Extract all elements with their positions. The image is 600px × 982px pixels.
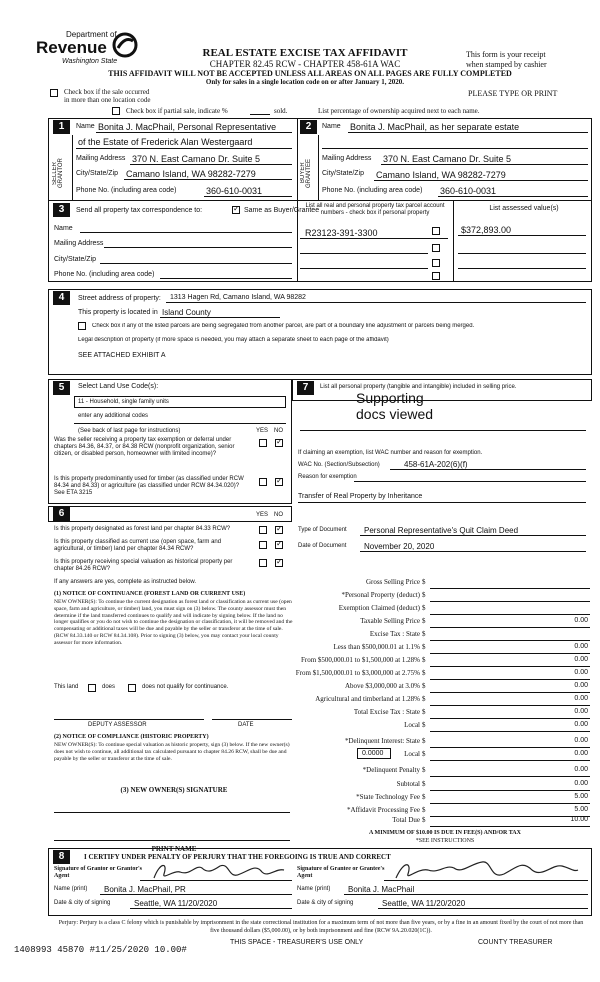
calc-row [300, 750, 590, 761]
calc-row-label: Local [404, 721, 420, 729]
seller-name-label: Name [76, 123, 95, 130]
calc-row-label: *Affidavit Processing Fee [347, 806, 420, 814]
calc-row-value: 10.00 [570, 816, 588, 823]
buyer-name-label: Name [322, 123, 341, 130]
parcel-personal-checkbox-1[interactable] [432, 227, 440, 235]
print-name-label: PRINT NAME [151, 845, 197, 853]
county-name[interactable]: Island County [162, 308, 211, 317]
s6-q1-no[interactable] [275, 526, 283, 534]
new-owner-signature-label: (3) NEW OWNER(S) SIGNATURE [120, 786, 228, 794]
calc-row-value: 0.00 [574, 721, 588, 728]
doc-date[interactable]: November 20, 2020 [364, 542, 435, 551]
state-name: Washington State [62, 58, 118, 65]
seller-city-label: City/State/Zip [76, 170, 119, 177]
calc-row-label: Exemption Claimed (deduct) [338, 604, 420, 612]
calc-row-field[interactable] [430, 705, 590, 706]
s6-question-1: Is this property designated as forest land per chapter 84.33 RCW? [54, 526, 231, 532]
s5-q1-no[interactable] [275, 439, 283, 447]
parcel-header: List all real and personal property tax parcel account numbers - check box if personal property [305, 203, 445, 216]
s6-q3-yes[interactable] [259, 559, 267, 567]
calc-row-value: 0.00 [574, 708, 588, 715]
grantor-date-label: Date & city of signing [54, 900, 111, 906]
calc-row-field[interactable] [430, 790, 590, 791]
seller-side-label: SELLER GRANTOR [52, 158, 64, 188]
partial-sale-label: Check box if partial sale, indicate % [126, 107, 228, 115]
calc-row [300, 793, 590, 804]
notice-2-title: (2) NOTICE OF COMPLIANCE (HISTORIC PROPERTY) [54, 734, 209, 740]
calc-row-value: 0.00 [574, 737, 588, 744]
if-any-yes: If any answers are yes, complete as instructed below. [54, 579, 197, 585]
this-land-label: This land [54, 684, 79, 690]
section-1-number: 1 [53, 120, 70, 134]
calc-row-value: 0.00 [574, 780, 588, 787]
s6-q2-yes[interactable] [259, 541, 267, 549]
dollar-sign: $ [422, 806, 426, 814]
receipt-note-1: This form is your receipt [466, 50, 546, 59]
calc-row-field[interactable] [430, 640, 590, 641]
calc-row-field[interactable] [430, 747, 590, 748]
calc-row-field[interactable] [430, 588, 590, 589]
calc-row [300, 656, 590, 667]
calc-row-value: 0.00 [574, 643, 588, 650]
calc-row [295, 669, 590, 680]
calc-row-value: 0.00 [574, 682, 588, 689]
calc-row-field[interactable] [430, 666, 590, 667]
s5-yes-header: YES [256, 428, 269, 434]
dollar-sign: $ [422, 793, 426, 801]
calc-row [300, 721, 590, 732]
street-address[interactable]: 1313 Hagen Rd, Camano Island, WA 98282 [170, 294, 306, 301]
multi-location-checkbox[interactable] [50, 89, 58, 97]
calc-row-label: Agricultural and timberland at 1.28% [315, 695, 420, 703]
dollar-sign: $ [422, 656, 426, 664]
calc-row-value: 0.00 [574, 617, 588, 624]
s5-question-2: Is this property predominantly used for timber (as classified under RCW 84.34 and 84.33) or agriculture (as classified under RCW 84.34.020)? See ETA 3215 [54, 476, 244, 496]
s6-q3-no[interactable] [275, 559, 283, 567]
land-does-label: does [102, 684, 116, 690]
seller-name-1[interactable]: Bonita J. MacPhail, Personal Representative [98, 122, 277, 132]
deputy-date-label: DATE [238, 722, 254, 728]
legal-label: Legal description of property (if more space is needed, you may attach a separate sheet to each page of the affidavit) [78, 337, 389, 343]
calc-row-label: Local [404, 750, 420, 758]
dollar-sign: $ [422, 669, 426, 677]
calc-row-label: From $500,000.01 to $1,500,000 at 1.28% [301, 656, 420, 664]
calc-row [300, 617, 590, 628]
parcel-personal-checkbox-4[interactable] [432, 272, 440, 280]
exemption-reason[interactable]: Transfer of Real Property by Inheritance [298, 493, 423, 500]
grantee-signature-label: Signature of Grantee or Grantee's Agent [297, 866, 385, 879]
send-tax-label: Send all property tax correspondence to: [76, 207, 203, 214]
see-instructions: *SEE INSTRUCTIONS [415, 838, 475, 844]
calc-row [300, 630, 590, 641]
grantor-date[interactable]: Seattle, WA 11/20/2020 [134, 899, 218, 908]
dept-logo [36, 30, 146, 70]
calc-row-label: *State Technology Fee [356, 793, 420, 801]
parcel-personal-checkbox-3[interactable] [432, 259, 440, 267]
calc-row-label: *Delinquent Interest: State [344, 737, 420, 745]
buyer-side-label: BUYER GRANTEE [300, 158, 312, 188]
assessed-value[interactable]: $372,893.00 [461, 225, 512, 235]
land-use-value: 11 - Household, single family units [78, 399, 169, 405]
dollar-sign: $ [422, 578, 426, 586]
please-type: PLEASE TYPE OR PRINT [468, 89, 558, 98]
revenue-swirl-icon [112, 32, 138, 58]
doc-type[interactable]: Personal Representative's Quit Claim Deed [364, 526, 519, 535]
grantor-name[interactable]: Bonita J. MacPhail, PR [104, 885, 186, 894]
dept-name: Revenue [36, 38, 107, 57]
same-as-buyer-label: Same as Buyer/Grantee [244, 207, 320, 214]
buyer-city-label: City/State/Zip [322, 170, 365, 177]
buyer-name[interactable]: Bonita J. MacPhail, as her separate estate [350, 122, 520, 132]
multi-location-label-2: in more than one location code [64, 96, 151, 104]
doc-type-label: Type of Document [298, 527, 347, 533]
county-label: This property is located in [78, 309, 158, 316]
section-2-number: 2 [300, 120, 317, 134]
buyer-phone[interactable]: 360-610-0031 [440, 186, 497, 196]
grantor-signature-icon [150, 860, 290, 884]
partial-sold-label: sold. [274, 107, 288, 115]
land-does-checkbox[interactable] [88, 684, 96, 692]
dept-line: Department of [66, 30, 117, 39]
wac-label: WAC No. (Section/Subsection) [298, 462, 380, 468]
calc-row-field[interactable] [430, 692, 590, 693]
calc-row [300, 682, 590, 693]
notice-1-body: NEW OWNER(S): To continue the current designation as forest land or classification as current use (open space, farm and agriculture, or timber) land, you must sign on (3) below. The county assessor must then determine if the land transferred continues to qualify and will indicate by signing below. If the land no longer qualifies or you do not wish to continue the designation or classification, it will be removed and the compensating or additional taxes will be due and payable by the seller or transferor at the time of sale. (RCW 84.33.140 or RCW 84.34.108). Prior to signing (3) below, you may contact your local county assessor for more information. [54, 599, 293, 646]
tax-name-label: Name [54, 225, 73, 232]
notice-1-title: (1) NOTICE OF CONTINUANCE (FOREST LAND OR CURRENT USE) [54, 591, 246, 597]
calc-row-value: 0.00 [574, 656, 588, 663]
buyer-mail[interactable]: 370 N. East Camano Dr. Suite 5 [383, 154, 512, 164]
calc-row-value: 5.00 [574, 793, 588, 800]
calc-row-value: 0.00 [574, 669, 588, 676]
dollar-sign: $ [422, 816, 426, 824]
calc-row-label: From $1,500,000.01 to $3,000,000 at 2.75% [295, 669, 420, 677]
grantee-date[interactable]: Seattle, WA 11/20/2020 [382, 899, 466, 908]
perjury-note: Perjury: Perjury is a class C felony which is punishable by imprisonment in the state correctional institution for a maximum term of not more than five years, or by a fine in an amount fixed by the court of not more than five thousand dollars ($5,000.00), or by both imprisonment and fine (RCW 9A.20.020(1C)). [58, 920, 584, 934]
calc-row [300, 766, 590, 777]
legal-exhibit[interactable]: SEE ATTACHED EXHIBIT A [78, 352, 166, 359]
form-title: REAL ESTATE EXCISE TAX AFFIDAVIT [202, 47, 408, 59]
dollar-sign: $ [422, 708, 426, 716]
section-3-number: 3 [53, 203, 70, 217]
ownership-label: List percentage of ownership acquired next to each name. [318, 107, 480, 115]
buyer-phone-label: Phone No. (including area code) [322, 187, 423, 194]
receipt-note-2: when stamped by cashier [466, 60, 547, 69]
calc-row [300, 816, 590, 827]
tax-phone-label: Phone No. (including area code) [54, 271, 155, 278]
calc-row-label: Gross Selling Price [365, 578, 420, 586]
parcel-number[interactable]: R23123-391-3300 [305, 228, 378, 238]
calc-row-field[interactable] [430, 679, 590, 680]
treasurer-stamp: 1408993 45870 #11/25/2020 10.00# [14, 945, 187, 955]
calc-row-value: 0.00 [574, 695, 588, 702]
calc-row [300, 695, 590, 706]
stamp-supporting: Supporting [356, 390, 424, 406]
local-rate: 0.0000 [362, 750, 384, 757]
partial-percent-field[interactable] [250, 114, 270, 115]
dollar-sign: $ [422, 630, 426, 638]
reason-label: Reason for exemption [298, 474, 357, 480]
calc-row-label: Total Due [392, 816, 420, 824]
calc-row [300, 643, 590, 654]
wac-number[interactable]: 458-61A-202(6)(f) [404, 460, 468, 469]
dollar-sign: $ [422, 617, 426, 625]
s5-no-header: NO [274, 428, 283, 434]
street-label: Street address of property: [78, 295, 161, 302]
multi-location-label-1: Check box if the sale occurred [64, 88, 150, 96]
calc-row-field[interactable] [430, 731, 590, 732]
notice-2-body: NEW OWNER(S): To continue special valuation as historic property, sign (3) below. If the new owner(s) does not wish to continue, all additional tax calculated pursuant to chapter 84.26 RCW, shall be due and payable by the seller or transferor at the time of sale. [54, 742, 290, 762]
dollar-sign: $ [422, 643, 426, 651]
s6-q1-yes[interactable] [259, 526, 267, 534]
form-warning: THIS AFFIDAVIT WILL NOT BE ACCEPTED UNLESS ALL AREAS ON ALL PAGES ARE FULLY COMPLETED [108, 69, 512, 78]
exemption-label: If claiming an exemption, list WAC number and reason for exemption. [298, 450, 483, 456]
s6-q2-no[interactable] [275, 541, 283, 549]
dollar-sign: $ [422, 750, 426, 758]
doc-date-label: Date of Document [298, 543, 347, 549]
form-only-for: Only for sales in a single location code on or after January 1, 2020. [205, 78, 405, 86]
dollar-sign: $ [422, 721, 426, 729]
calc-row [300, 578, 590, 589]
grantee-name[interactable]: Bonita J. MacPhail [348, 885, 415, 894]
calc-row-label: Taxable Selling Price [360, 617, 420, 625]
same-as-buyer-checkbox[interactable] [232, 206, 240, 214]
buyer-city[interactable]: Camano Island, WA 98282-7279 [376, 170, 506, 180]
calc-row-label: Total Excise Tax : State [353, 708, 420, 716]
section-8-number: 8 [53, 850, 70, 864]
s5-q2-yes[interactable] [259, 478, 267, 486]
partial-sale-checkbox[interactable] [112, 107, 120, 115]
new-owner-signature-field[interactable] [54, 812, 290, 813]
s5-question-1: Was the seller receiving a property tax exemption or deferral under chapters 84.36, 84.37, or 84.38 RCW (nonprofit organization, senior citizen, or disabled person, homeowner with limited income)? [54, 437, 235, 457]
calc-row-label: Less than $500,000.01 at 1.1% [333, 643, 420, 651]
calc-row [300, 780, 590, 791]
dollar-sign: $ [422, 695, 426, 703]
calc-row [300, 708, 590, 719]
s6-yes-header: YES [256, 512, 269, 518]
assessed-header: List assessed value(s) [489, 205, 559, 212]
stamp-docs-viewed: docs viewed [356, 406, 434, 422]
calc-row-field[interactable] [430, 803, 590, 804]
calc-row [300, 591, 590, 602]
segregated-label: Check box if any of the listed parcels are being segregated from another parcel, are part of a boundary line adjustment or parcels being merged. [92, 323, 475, 329]
section-6-number: 6 [53, 507, 70, 521]
dollar-sign: $ [422, 682, 426, 690]
grantor-signature-label: Signature of Grantor or Grantor's Agent [54, 866, 142, 879]
calc-row-label: Above $3,000,000 at 3.0% [344, 682, 420, 690]
buyer-mail-label: Mailing Address [322, 155, 372, 162]
dollar-sign: $ [422, 604, 426, 612]
calc-row-field[interactable] [430, 601, 590, 602]
section-4-number: 4 [53, 291, 70, 305]
print-name-field[interactable] [54, 840, 290, 841]
calc-row-value: 0.00 [574, 766, 588, 773]
seller-phone-label: Phone No. (including area code) [76, 187, 177, 194]
seller-phone[interactable]: 360-610-0031 [206, 186, 263, 196]
segregated-checkbox[interactable] [78, 322, 86, 330]
calc-row-field[interactable] [430, 760, 590, 761]
calc-row [300, 737, 590, 748]
form-chapter: CHAPTER 82.45 RCW - CHAPTER 458-61A WAC [209, 59, 401, 69]
tax-city-label: City/State/Zip [54, 256, 97, 263]
dollar-sign: $ [422, 766, 426, 774]
calc-row-field[interactable] [430, 614, 590, 615]
tax-mail-label: Mailing Address [54, 240, 104, 247]
calc-row-field[interactable] [430, 718, 590, 719]
calc-row-label: *Delinquent Penalty [362, 766, 420, 774]
parcel-personal-checkbox-2[interactable] [432, 244, 440, 252]
s5-q2-no[interactable] [275, 478, 283, 486]
calc-row-label: Subtotal [396, 780, 420, 788]
s6-question-3: Is this property receiving special valuation as historical property per chapter 84.26 RCW? [54, 559, 233, 572]
land-use-label: Select Land Use Code(s): [78, 383, 159, 390]
grantor-name-label: Name (print) [54, 886, 88, 892]
dollar-sign: $ [422, 780, 426, 788]
treasurer-space: THIS SPACE - TREASURER'S USE ONLY [230, 939, 364, 946]
seller-city[interactable]: Camano Island, WA 98282-7279 [126, 169, 256, 179]
land-does-not-checkbox[interactable] [128, 684, 136, 692]
grantee-signature-icon [392, 858, 582, 884]
dollar-sign: $ [422, 737, 426, 745]
s5-q1-yes[interactable] [259, 439, 267, 447]
calc-row-label: *Personal Property (deduct) [341, 591, 420, 599]
land-does-not-label: does not qualify for continuance. [142, 684, 229, 690]
grantee-date-label: Date & city of signing [297, 900, 354, 906]
section-7-number: 7 [297, 381, 314, 395]
calc-row-field[interactable] [430, 776, 590, 777]
additional-codes-label: enter any additional codes [78, 413, 149, 419]
dollar-sign: $ [422, 591, 426, 599]
minimum-note: A MINIMUM OF $10.00 IS DUE IN FEE(S) AND/OR TAX [369, 830, 521, 836]
calc-row-field[interactable] [430, 627, 590, 628]
calc-row-field[interactable] [430, 826, 590, 827]
s6-question-2: Is this property classified as current use (open space, farm and agricultural, or timber) land per chapter 84.34 RCW? [54, 539, 222, 552]
seller-name-2[interactable]: of the Estate of Frederick Alan Westergaard [78, 137, 253, 147]
calc-row-value: 5.00 [574, 806, 588, 813]
grantee-name-label: Name (print) [297, 886, 331, 892]
certify-text: I CERTIFY UNDER PENALTY OF PERJURY THAT THE FOREGOING IS TRUE AND CORRECT [84, 853, 391, 861]
calc-row-field[interactable] [430, 653, 590, 654]
section-5-number: 5 [53, 381, 70, 395]
s6-no-header: NO [274, 512, 283, 518]
deputy-assessor-label: DEPUTY ASSESSOR [88, 722, 147, 728]
calc-row-label: Excise Tax : State [369, 630, 420, 638]
seller-mail[interactable]: 370 N. East Camano Dr. Suite 5 [132, 154, 261, 164]
see-back-note: (See back of last page for instructions) [78, 428, 181, 434]
personal-property-label: List all personal property (tangible and intangible) included in selling price. [320, 384, 517, 390]
seller-mail-label: Mailing Address [76, 155, 126, 162]
calc-row-value: 0.00 [574, 750, 588, 757]
county-treasurer: COUNTY TREASURER [478, 939, 553, 946]
calc-row [300, 604, 590, 615]
